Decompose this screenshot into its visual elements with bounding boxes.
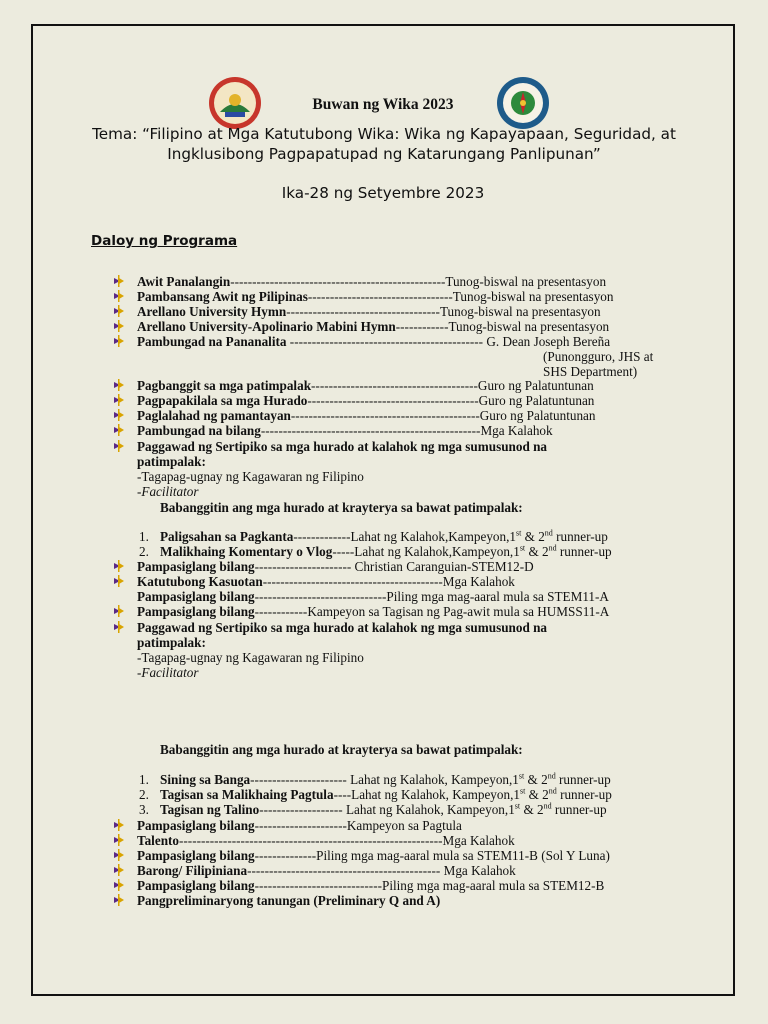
bullet-arrow-icon xyxy=(113,440,125,452)
facilitator-text: -Facilitator xyxy=(137,665,199,680)
contest-label: Tagisan ng Talino xyxy=(160,802,260,817)
ordinal-suffix: st xyxy=(518,771,525,781)
item-leader: --------------------------------- xyxy=(307,289,453,304)
program-item xyxy=(137,848,610,863)
item-leader: ----------------------------- xyxy=(254,878,382,893)
contest-item xyxy=(160,529,608,544)
certificate-text: patimpalak: xyxy=(137,635,206,650)
item-label: Pampasiglang bilang xyxy=(137,818,255,833)
contest-end: runner-up xyxy=(556,787,612,802)
dean-note: (Punongguro, JHS at xyxy=(543,349,654,364)
ordinal-suffix: nd xyxy=(548,543,557,553)
item-label: Pampasiglang bilang xyxy=(137,878,255,893)
coordinator-text: -Tagapag-ugnay ng Kagawaran ng Filipino xyxy=(137,650,364,665)
ordinal-suffix: st xyxy=(516,528,522,538)
contest-end: runner-up xyxy=(551,802,607,817)
contest-value: Lahat ng Kalahok, Kampeyon,1 xyxy=(351,787,520,802)
contest-and: & 2 xyxy=(524,772,548,787)
ordinal-suffix: nd xyxy=(544,528,553,538)
item-label: Arellano University Hymn xyxy=(137,304,287,319)
contest-value: Lahat ng Kalahok, Kampeyon,1 xyxy=(350,772,519,787)
program-item xyxy=(137,559,534,574)
item-leader: ----------------------------------------- xyxy=(262,574,443,589)
contest-and: & 2 xyxy=(525,544,549,559)
item-leader: --------------------------------------- xyxy=(307,393,479,408)
contest-label: Sining sa Banga xyxy=(160,772,251,787)
program-item xyxy=(137,863,516,878)
certificate-text: Paggawad ng Sertipiko sa mga hurado at kalahok ng mga sumusunod na xyxy=(137,439,548,454)
program-item xyxy=(137,878,604,893)
program-item xyxy=(137,423,553,438)
item-value: Tunog-biswal na presentasyon xyxy=(452,289,614,304)
item-leader: ------------------------------------------------------------ xyxy=(179,833,443,848)
bullet-arrow-icon xyxy=(113,424,125,436)
contest-and: & 2 xyxy=(520,802,544,817)
contest-and: & 2 xyxy=(521,529,545,544)
ordinal-suffix: st xyxy=(519,543,526,553)
item-leader: -------------------------------------------------- xyxy=(260,423,481,438)
bullet-arrow-icon xyxy=(113,409,125,421)
certificate-text: Paggawad ng Sertipiko sa mga hurado at kalahok ng mga sumusunod na xyxy=(137,620,548,635)
item-value: Christian Caranguian-STEM12-D xyxy=(354,559,534,574)
bullet-arrow-icon xyxy=(113,605,125,617)
bullet-arrow-icon xyxy=(113,560,125,572)
program-item xyxy=(137,274,606,289)
item-label: Awit Panalangin xyxy=(137,274,231,289)
bullet-arrow-icon xyxy=(113,275,125,287)
contest-leader: ------------------- xyxy=(259,802,346,817)
item-value: Mga Kalahok xyxy=(443,863,516,878)
contest-leader: ---- xyxy=(333,787,352,802)
item-leader: -------------------------------------- xyxy=(311,378,478,393)
bullet-arrow-icon xyxy=(113,305,125,317)
item-value: Piling mga mag-aaral mula sa STEM11-A xyxy=(386,589,609,604)
item-value: Mga Kalahok xyxy=(480,423,553,438)
bullet-arrow-icon xyxy=(113,834,125,846)
program-item xyxy=(137,304,601,319)
contest-number: 1. xyxy=(139,772,149,787)
coordinator-text: -Tagapag-ugnay ng Kagawaran ng Filipino xyxy=(137,469,364,484)
item-label: Talento xyxy=(137,833,180,848)
item-leader: ------------------------------------------------- xyxy=(230,274,446,289)
item-value: Piling mga mag-aaral mula sa STEM11-B (Sol Y Luna) xyxy=(316,848,610,863)
contest-number: 3. xyxy=(139,802,149,817)
contest-item xyxy=(160,787,612,802)
event-date: Ika-28 ng Setyembre 2023 xyxy=(281,184,485,202)
item-value: Guro ng Palatuntunan xyxy=(477,378,594,393)
contest-label: Paligsahan sa Pagkanta xyxy=(160,529,294,544)
ordinal-suffix: nd xyxy=(547,771,556,781)
judges-note: Babanggitin ang mga hurado at krayterya sa bawat patimpalak: xyxy=(160,500,523,515)
program-item xyxy=(137,604,609,619)
contest-item xyxy=(160,544,612,559)
item-value: Mga Kalahok xyxy=(442,574,515,589)
ordinal-suffix: nd xyxy=(543,801,552,811)
item-value: Kampeyon sa Tagisan ng Pag-awit mula sa HUMSS11-A xyxy=(307,604,610,619)
item-value: Tunog-biswal na presentasyon xyxy=(445,274,607,289)
contest-label: Malikhaing Komentary o Vlog xyxy=(160,544,333,559)
facilitator-text: -Facilitator xyxy=(137,484,199,499)
program-item xyxy=(137,289,613,304)
bullet-arrow-icon xyxy=(113,290,125,302)
program-item xyxy=(137,833,515,848)
item-value: G. Dean Joseph Bereña xyxy=(486,334,611,349)
item-label: Paglalahad ng pamantayan xyxy=(137,408,291,423)
program-item xyxy=(137,408,596,423)
contest-leader: ------------- xyxy=(293,529,351,544)
contest-and: & 2 xyxy=(525,787,549,802)
item-label: Pampasiglang bilang xyxy=(137,589,255,604)
bullet-arrow-icon xyxy=(113,849,125,861)
bullet-arrow-icon xyxy=(113,621,125,633)
contest-number: 1. xyxy=(139,529,149,544)
section-title: Daloy ng Programa xyxy=(91,233,238,249)
page-title: Buwan ng Wika 2023 xyxy=(312,96,454,113)
bullet-arrow-icon xyxy=(113,394,125,406)
item-leader: ------------ xyxy=(254,604,308,619)
bullet-arrow-icon xyxy=(113,335,125,347)
item-value: Tunog-biswal na presentasyon xyxy=(439,304,601,319)
ordinal-suffix: st xyxy=(519,786,526,796)
dean-note: SHS Department) xyxy=(543,364,638,379)
document-page xyxy=(31,24,735,996)
item-leader: ---------------------- xyxy=(254,559,355,574)
bullet-arrow-icon xyxy=(113,320,125,332)
item-label: Pampasiglang bilang xyxy=(137,848,255,863)
ordinal-suffix: nd xyxy=(548,786,557,796)
ordinal-suffix: st xyxy=(514,801,521,811)
item-leader: --------------------- xyxy=(254,818,347,833)
contest-item xyxy=(160,802,607,817)
item-value: Guro ng Palatuntunan xyxy=(479,408,596,423)
contest-value: Lahat ng Kalahok, Kampeyon,1 xyxy=(345,802,515,817)
program-item xyxy=(137,574,515,589)
certificate-text: patimpalak: xyxy=(137,454,206,469)
contest-value: Lahat ng Kalahok,Kampeyon,1 xyxy=(354,544,520,559)
contest-number: 2. xyxy=(139,787,149,802)
bullet-arrow-icon xyxy=(113,879,125,891)
item-label: Pambungad na Pananalita xyxy=(137,334,287,349)
item-value: Tunog-biswal na presentasyon xyxy=(448,319,610,334)
item-label: Pagbanggit sa mga patimpalak xyxy=(137,378,312,393)
item-leader: -------------- xyxy=(254,848,317,863)
item-value: Piling mga mag-aaral mula sa STEM12-B xyxy=(381,878,605,893)
item-label: Pangpreliminaryong tanungan (Preliminary Q and A) xyxy=(137,893,441,908)
contest-item xyxy=(160,772,611,787)
item-value: Guro ng Palatuntunan xyxy=(478,393,595,408)
bullet-arrow-icon xyxy=(113,575,125,587)
item-leader: ----------------------------------- xyxy=(286,304,440,319)
item-value: Kampeyon sa Pagtula xyxy=(346,818,462,833)
item-leader: -------------------------------------------- xyxy=(286,334,487,349)
item-label: Pagpapakilala sa mga Hurado xyxy=(137,393,308,408)
item-label: Pampasiglang bilang xyxy=(137,604,255,619)
bullet-arrow-icon xyxy=(113,379,125,391)
contest-value: Lahat ng Kalahok,Kampeyon,1 xyxy=(350,529,516,544)
bullet-arrow-icon xyxy=(113,894,125,906)
item-leader: -------------------------------------------- xyxy=(247,863,444,878)
program-item xyxy=(137,589,609,604)
program-item xyxy=(137,378,594,393)
item-label: Katutubong Kasuotan xyxy=(137,574,263,589)
contest-end: runner-up xyxy=(556,544,612,559)
program-item xyxy=(137,319,609,334)
program-item xyxy=(137,334,610,349)
item-label: Pambungad na bilang xyxy=(137,423,261,438)
judges-note: Babanggitin ang mga hurado at krayterya sa bawat patimpalak: xyxy=(160,742,523,757)
contest-label: Tagisan sa Malikhaing Pagtula xyxy=(160,787,334,802)
contest-leader: ---------------------- xyxy=(250,772,351,787)
contest-leader: ----- xyxy=(332,544,355,559)
contest-end: runner-up xyxy=(555,772,611,787)
item-value: Mga Kalahok xyxy=(442,833,515,848)
program-item xyxy=(137,893,440,908)
program-item xyxy=(137,393,594,408)
program-item xyxy=(137,818,462,833)
item-leader: ------------------------------ xyxy=(254,589,387,604)
contest-number: 2. xyxy=(139,544,149,559)
item-label: Arellano University-Apolinario Mabini Hymn xyxy=(137,319,396,334)
theme-text: Tema: “Filipino at Mga Katutubong Wika: Wika ng Kapayapaan, Seguridad, at Ingklusibong Pagpapatupad ng Katarungang Panlipunan” xyxy=(92,125,676,163)
bullet-arrow-icon xyxy=(113,864,125,876)
item-leader: ------------------------------------------- xyxy=(290,408,480,423)
contest-end: runner-up xyxy=(552,529,608,544)
item-label: Pampasiglang bilang xyxy=(137,559,255,574)
item-label: Pambansang Awit ng Pilipinas xyxy=(137,289,308,304)
item-label: Barong/ Filipiniana xyxy=(137,863,248,878)
item-leader: ------------ xyxy=(395,319,449,334)
bullet-arrow-icon xyxy=(113,819,125,831)
